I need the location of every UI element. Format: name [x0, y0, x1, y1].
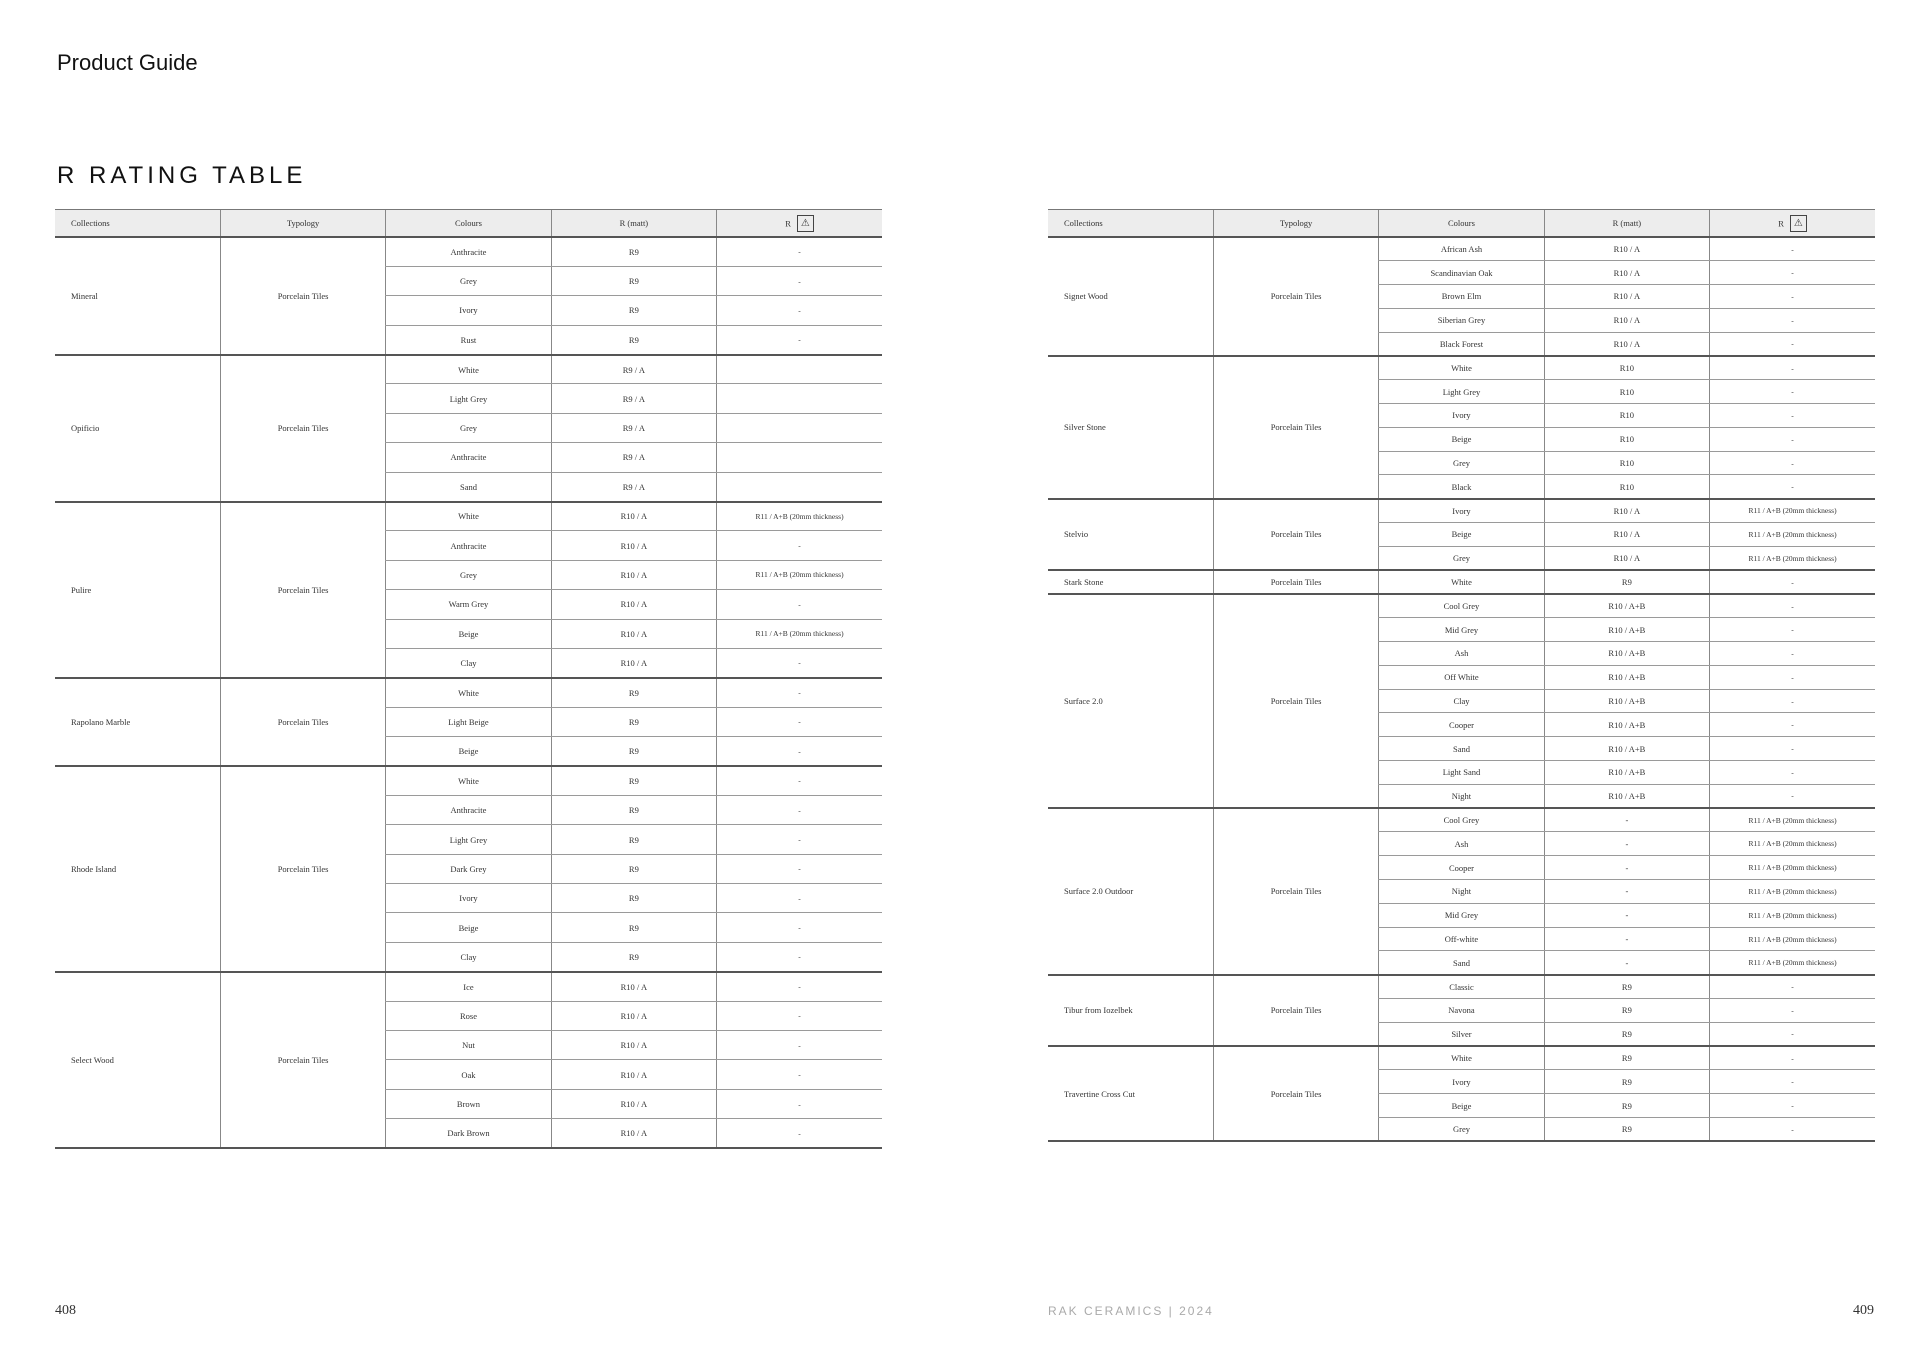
colour-cell: Ice: [386, 972, 551, 1001]
colour-cell: Off-white: [1379, 927, 1544, 951]
colour-cell: Rust: [386, 325, 551, 354]
table-header-row: [55, 210, 882, 238]
r-matt-cell: R9: [551, 707, 716, 736]
r-matt-cell: R9: [1544, 570, 1709, 594]
typology-cell: Porcelain Tiles: [1213, 570, 1378, 594]
r-matt-cell: -: [1544, 856, 1709, 880]
r-matt-cell: R10 / A: [551, 1001, 716, 1030]
colour-cell: Warm Grey: [386, 590, 551, 619]
r-matt-cell: R10: [1544, 475, 1709, 499]
colour-cell: Clay: [1379, 689, 1544, 713]
r-matt-cell: -: [1544, 808, 1709, 832]
r-matt-cell: R9 / A: [551, 443, 716, 472]
colour-cell: Mid Grey: [1379, 618, 1544, 642]
header-collections: Collections: [1048, 210, 1213, 238]
colour-cell: Off White: [1379, 665, 1544, 689]
header-colours: Colours: [1379, 210, 1544, 238]
r-matt-cell: R9: [551, 678, 716, 707]
table-row: [1048, 356, 1875, 380]
r-outdoor-cell: -: [1710, 308, 1875, 332]
r-matt-cell: R9: [551, 854, 716, 883]
r-outdoor-cell: -: [717, 266, 882, 295]
r-matt-cell: R9 / A: [551, 355, 716, 384]
table-row: [55, 678, 882, 707]
header-r-matt: R (matt): [1544, 210, 1709, 238]
r-outdoor-cell: -: [1710, 999, 1875, 1023]
colour-cell: Brown Elm: [1379, 285, 1544, 309]
collection-cell: Pulire: [55, 502, 220, 678]
r-matt-cell: R10 / A: [1544, 332, 1709, 356]
r-matt-cell: R10 / A: [551, 1089, 716, 1118]
r-matt-cell: R9: [551, 766, 716, 795]
table-body-left: [55, 237, 882, 1148]
r-matt-cell: R9: [551, 913, 716, 942]
collection-cell: Opificio: [55, 355, 220, 502]
r-outdoor-cell: [717, 413, 882, 442]
r-matt-cell: R10 / A: [551, 1060, 716, 1089]
r-outdoor-cell: R11 / A+B (20mm thickness): [1710, 832, 1875, 856]
typology-cell: Porcelain Tiles: [220, 766, 385, 972]
r-matt-cell: R10 / A: [1544, 546, 1709, 570]
colour-cell: Dark Brown: [386, 1119, 551, 1148]
colour-cell: Cooper: [1379, 713, 1544, 737]
r-outdoor-cell: R11 / A+B (20mm thickness): [1710, 499, 1875, 523]
r-outdoor-cell: -: [717, 237, 882, 266]
r-matt-cell: R10 / A: [551, 1119, 716, 1148]
r-matt-cell: R9 / A: [551, 472, 716, 501]
r-outdoor-cell: -: [717, 590, 882, 619]
r-matt-cell: -: [1544, 951, 1709, 975]
table-row: [1048, 975, 1875, 999]
r-rating-table: [1048, 209, 1875, 1142]
colour-cell: White: [1379, 570, 1544, 594]
colour-cell: Beige: [1379, 523, 1544, 547]
collection-cell: Rhode Island: [55, 766, 220, 972]
typology-cell: Porcelain Tiles: [1213, 1046, 1378, 1141]
collection-cell: Signet Wood: [1048, 237, 1213, 356]
colour-cell: Classic: [1379, 975, 1544, 999]
colour-cell: Grey: [386, 560, 551, 589]
typology-cell: Porcelain Tiles: [1213, 808, 1378, 975]
r-matt-cell: R10 / A+B: [1544, 761, 1709, 785]
typology-cell: Porcelain Tiles: [1213, 356, 1378, 499]
typology-cell: Porcelain Tiles: [1213, 975, 1378, 1046]
header-collections: Collections: [55, 210, 220, 238]
colour-cell: Beige: [1379, 427, 1544, 451]
colour-cell: Cool Grey: [1379, 594, 1544, 618]
colour-cell: Light Beige: [386, 707, 551, 736]
r-outdoor-cell: [717, 384, 882, 413]
colour-cell: Black: [1379, 475, 1544, 499]
r-matt-cell: R10: [1544, 451, 1709, 475]
r-outdoor-cell: R11 / A+B (20mm thickness): [1710, 880, 1875, 904]
collection-cell: Tibur from Iozelbek: [1048, 975, 1213, 1046]
section-title: R RATING TABLE: [57, 162, 307, 189]
r-matt-cell: R9: [1544, 1070, 1709, 1094]
r-matt-cell: R10 / A+B: [1544, 784, 1709, 808]
r-matt-cell: R10 / A: [1544, 499, 1709, 523]
r-outdoor-cell: -: [717, 884, 882, 913]
r-matt-cell: R9 / A: [551, 413, 716, 442]
table-header-row: [1048, 210, 1875, 238]
r-matt-cell: R9: [551, 884, 716, 913]
typology-cell: Porcelain Tiles: [220, 678, 385, 766]
table-row: [1048, 237, 1875, 261]
r-matt-cell: R10 / A: [551, 502, 716, 531]
table-row: [55, 766, 882, 795]
rating-table-left-page: [55, 209, 882, 1149]
typology-cell: Porcelain Tiles: [1213, 499, 1378, 570]
r-outdoor-cell: R11 / A+B (20mm thickness): [1710, 856, 1875, 880]
r-outdoor-cell: R11 / A+B (20mm thickness): [717, 560, 882, 589]
r-matt-cell: R9: [551, 296, 716, 325]
r-rating-table: [55, 209, 882, 1149]
r-outdoor-cell: -: [1710, 618, 1875, 642]
colour-cell: Anthracite: [386, 795, 551, 824]
colour-cell: Night: [1379, 784, 1544, 808]
r-matt-cell: R10 / A: [551, 590, 716, 619]
r-outdoor-cell: -: [717, 296, 882, 325]
r-matt-cell: R10 / A+B: [1544, 713, 1709, 737]
colour-cell: Grey: [386, 266, 551, 295]
typology-cell: Porcelain Tiles: [220, 972, 385, 1148]
r-matt-cell: R10 / A: [1544, 237, 1709, 261]
r-outdoor-cell: -: [717, 766, 882, 795]
colour-cell: White: [386, 678, 551, 707]
typology-cell: Porcelain Tiles: [1213, 237, 1378, 356]
r-outdoor-cell: R11 / A+B (20mm thickness): [1710, 951, 1875, 975]
colour-cell: Ivory: [1379, 499, 1544, 523]
r-outdoor-cell: -: [1710, 332, 1875, 356]
typology-cell: Porcelain Tiles: [1213, 594, 1378, 808]
r-matt-cell: R9: [551, 795, 716, 824]
colour-cell: Navona: [1379, 999, 1544, 1023]
colour-cell: Light Sand: [1379, 761, 1544, 785]
r-matt-cell: R9: [1544, 1094, 1709, 1118]
r-outdoor-cell: R11 / A+B (20mm thickness): [717, 619, 882, 648]
header-r-label: R: [785, 218, 791, 228]
r-outdoor-cell: -: [717, 1001, 882, 1030]
r-matt-cell: -: [1544, 880, 1709, 904]
r-outdoor-cell: -: [1710, 1046, 1875, 1070]
colour-cell: Ivory: [386, 884, 551, 913]
colour-cell: Night: [1379, 880, 1544, 904]
colour-cell: Silver: [1379, 1022, 1544, 1046]
r-matt-cell: R9: [551, 266, 716, 295]
footer-brand: RAK CERAMICS | 2024: [1048, 1304, 1214, 1318]
r-matt-cell: -: [1544, 927, 1709, 951]
table-row: [55, 972, 882, 1001]
r-outdoor-cell: R11 / A+B (20mm thickness): [1710, 903, 1875, 927]
collection-cell: Stark Stone: [1048, 570, 1213, 594]
r-matt-cell: R10 / A+B: [1544, 665, 1709, 689]
r-matt-cell: R10 / A+B: [1544, 594, 1709, 618]
colour-cell: White: [1379, 1046, 1544, 1070]
r-outdoor-cell: -: [1710, 737, 1875, 761]
r-outdoor-cell: -: [1710, 975, 1875, 999]
typology-cell: Porcelain Tiles: [220, 237, 385, 355]
colour-cell: Brown: [386, 1089, 551, 1118]
r-matt-cell: R10 / A: [1544, 261, 1709, 285]
table-body-right: [1048, 237, 1875, 1141]
r-outdoor-cell: -: [1710, 261, 1875, 285]
colour-cell: Oak: [386, 1060, 551, 1089]
r-matt-cell: R10 / A+B: [1544, 689, 1709, 713]
colour-cell: Rose: [386, 1001, 551, 1030]
r-outdoor-cell: -: [1710, 642, 1875, 666]
r-outdoor-cell: -: [717, 1089, 882, 1118]
r-outdoor-cell: -: [1710, 380, 1875, 404]
r-outdoor-cell: -: [717, 942, 882, 971]
table-row: [1048, 499, 1875, 523]
r-outdoor-cell: -: [717, 1031, 882, 1060]
r-outdoor-cell: -: [717, 1119, 882, 1148]
collection-cell: Surface 2.0 Outdoor: [1048, 808, 1213, 975]
r-outdoor-cell: R11 / A+B (20mm thickness): [1710, 927, 1875, 951]
collection-cell: Travertine Cross Cut: [1048, 1046, 1213, 1141]
colour-cell: Clay: [386, 942, 551, 971]
header-r-matt: R (matt): [551, 210, 716, 238]
r-outdoor-cell: -: [1710, 713, 1875, 737]
colour-cell: Light Grey: [386, 825, 551, 854]
header-typology: Typology: [220, 210, 385, 238]
r-outdoor-cell: -: [1710, 356, 1875, 380]
table-row: [55, 502, 882, 531]
colour-cell: White: [1379, 356, 1544, 380]
r-outdoor-cell: -: [1710, 1117, 1875, 1141]
r-matt-cell: R9: [1544, 1117, 1709, 1141]
r-outdoor-cell: [717, 355, 882, 384]
r-outdoor-cell: [717, 472, 882, 501]
colour-cell: Ivory: [1379, 1070, 1544, 1094]
typology-cell: Porcelain Tiles: [220, 355, 385, 502]
colour-cell: Light Grey: [1379, 380, 1544, 404]
r-matt-cell: R10 / A: [551, 972, 716, 1001]
colour-cell: Dark Grey: [386, 854, 551, 883]
colour-cell: Ivory: [1379, 404, 1544, 428]
r-matt-cell: -: [1544, 903, 1709, 927]
rating-table-right-page: [1048, 209, 1875, 1142]
colour-cell: Grey: [1379, 451, 1544, 475]
page-number-left: 408: [55, 1303, 76, 1318]
r-outdoor-cell: -: [717, 531, 882, 560]
colour-cell: Cool Grey: [1379, 808, 1544, 832]
r-matt-cell: R10 / A: [1544, 523, 1709, 547]
collection-cell: Select Wood: [55, 972, 220, 1148]
colour-cell: Light Grey: [386, 384, 551, 413]
collection-cell: Silver Stone: [1048, 356, 1213, 499]
colour-cell: Sand: [386, 472, 551, 501]
colour-cell: Grey: [1379, 546, 1544, 570]
table-row: [55, 237, 882, 266]
r-outdoor-cell: -: [1710, 1022, 1875, 1046]
colour-cell: Scandinavian Oak: [1379, 261, 1544, 285]
r-matt-cell: R10 / A: [551, 648, 716, 677]
colour-cell: Beige: [386, 619, 551, 648]
r-outdoor-cell: -: [717, 737, 882, 766]
colour-cell: Sand: [1379, 737, 1544, 761]
table-row: [55, 355, 882, 384]
colour-cell: Mid Grey: [1379, 903, 1544, 927]
header-r-outdoor: [1710, 210, 1875, 238]
r-outdoor-cell: -: [1710, 285, 1875, 309]
r-outdoor-cell: -: [1710, 451, 1875, 475]
r-matt-cell: R9: [1544, 999, 1709, 1023]
r-matt-cell: R10 / A: [1544, 308, 1709, 332]
colour-cell: Anthracite: [386, 443, 551, 472]
collection-cell: Stelvio: [1048, 499, 1213, 570]
r-outdoor-cell: -: [717, 707, 882, 736]
r-matt-cell: R9: [1544, 975, 1709, 999]
colour-cell: Beige: [386, 913, 551, 942]
r-matt-cell: R9: [551, 237, 716, 266]
r-outdoor-cell: -: [717, 825, 882, 854]
r-outdoor-cell: R11 / A+B (20mm thickness): [1710, 546, 1875, 570]
header-colours: Colours: [386, 210, 551, 238]
r-outdoor-cell: -: [1710, 761, 1875, 785]
header-r-outdoor: [717, 210, 882, 238]
r-outdoor-cell: -: [1710, 237, 1875, 261]
colour-cell: Grey: [1379, 1117, 1544, 1141]
r-outdoor-cell: -: [1710, 689, 1875, 713]
collection-cell: Rapolano Marble: [55, 678, 220, 766]
colour-cell: White: [386, 766, 551, 795]
r-matt-cell: R9: [1544, 1022, 1709, 1046]
colour-cell: Cooper: [1379, 856, 1544, 880]
r-matt-cell: R9: [551, 942, 716, 971]
r-outdoor-cell: -: [1710, 1094, 1875, 1118]
r-outdoor-cell: -: [717, 854, 882, 883]
r-matt-cell: R10 / A+B: [1544, 618, 1709, 642]
collection-cell: Mineral: [55, 237, 220, 355]
colour-cell: Anthracite: [386, 237, 551, 266]
r-matt-cell: R10 / A: [1544, 285, 1709, 309]
r-matt-cell: R10: [1544, 404, 1709, 428]
r-outdoor-cell: -: [1710, 404, 1875, 428]
r-outdoor-cell: -: [717, 648, 882, 677]
colour-cell: Black Forest: [1379, 332, 1544, 356]
r-matt-cell: R10: [1544, 427, 1709, 451]
colour-cell: Beige: [386, 737, 551, 766]
r-outdoor-cell: -: [717, 325, 882, 354]
r-matt-cell: R9: [551, 737, 716, 766]
r-outdoor-cell: -: [1710, 570, 1875, 594]
r-matt-cell: R10: [1544, 356, 1709, 380]
r-matt-cell: R10 / A+B: [1544, 642, 1709, 666]
r-outdoor-cell: -: [1710, 475, 1875, 499]
table-row: [1048, 594, 1875, 618]
r-matt-cell: R9: [551, 325, 716, 354]
shoe-slip-icon: ⚠: [797, 215, 814, 232]
table-row: [1048, 1046, 1875, 1070]
typology-cell: Porcelain Tiles: [220, 502, 385, 678]
r-matt-cell: R10 / A: [551, 560, 716, 589]
header-r-label: R: [1778, 218, 1784, 228]
r-outdoor-cell: R11 / A+B (20mm thickness): [1710, 523, 1875, 547]
r-outdoor-cell: -: [717, 972, 882, 1001]
r-matt-cell: R10 / A: [551, 619, 716, 648]
colour-cell: Ivory: [386, 296, 551, 325]
r-matt-cell: R9 / A: [551, 384, 716, 413]
r-outdoor-cell: R11 / A+B (20mm thickness): [1710, 808, 1875, 832]
r-outdoor-cell: -: [717, 913, 882, 942]
r-outdoor-cell: -: [1710, 594, 1875, 618]
collection-cell: Surface 2.0: [1048, 594, 1213, 808]
r-matt-cell: R9: [1544, 1046, 1709, 1070]
colour-cell: African Ash: [1379, 237, 1544, 261]
r-outdoor-cell: -: [717, 678, 882, 707]
colour-cell: Clay: [386, 648, 551, 677]
r-matt-cell: R10 / A+B: [1544, 737, 1709, 761]
r-matt-cell: R10: [1544, 380, 1709, 404]
r-matt-cell: R10 / A: [551, 1031, 716, 1060]
table-row: [1048, 570, 1875, 594]
colour-cell: White: [386, 502, 551, 531]
colour-cell: Grey: [386, 413, 551, 442]
r-outdoor-cell: -: [1710, 427, 1875, 451]
colour-cell: Nut: [386, 1031, 551, 1060]
colour-cell: Anthracite: [386, 531, 551, 560]
colour-cell: Ash: [1379, 832, 1544, 856]
r-outdoor-cell: -: [717, 1060, 882, 1089]
document-title: Product Guide: [57, 50, 198, 75]
header-typology: Typology: [1213, 210, 1378, 238]
shoe-slip-icon: ⚠: [1790, 215, 1807, 232]
r-outdoor-cell: R11 / A+B (20mm thickness): [717, 502, 882, 531]
r-outdoor-cell: -: [1710, 1070, 1875, 1094]
r-matt-cell: R10 / A: [551, 531, 716, 560]
r-outdoor-cell: -: [1710, 784, 1875, 808]
colour-cell: Sand: [1379, 951, 1544, 975]
colour-cell: Beige: [1379, 1094, 1544, 1118]
colour-cell: White: [386, 355, 551, 384]
colour-cell: Siberian Grey: [1379, 308, 1544, 332]
r-outdoor-cell: -: [1710, 665, 1875, 689]
table-row: [1048, 808, 1875, 832]
r-outdoor-cell: [717, 443, 882, 472]
r-outdoor-cell: -: [717, 795, 882, 824]
page-number-right: 409: [1853, 1303, 1874, 1318]
colour-cell: Ash: [1379, 642, 1544, 666]
r-matt-cell: -: [1544, 832, 1709, 856]
r-matt-cell: R9: [551, 825, 716, 854]
